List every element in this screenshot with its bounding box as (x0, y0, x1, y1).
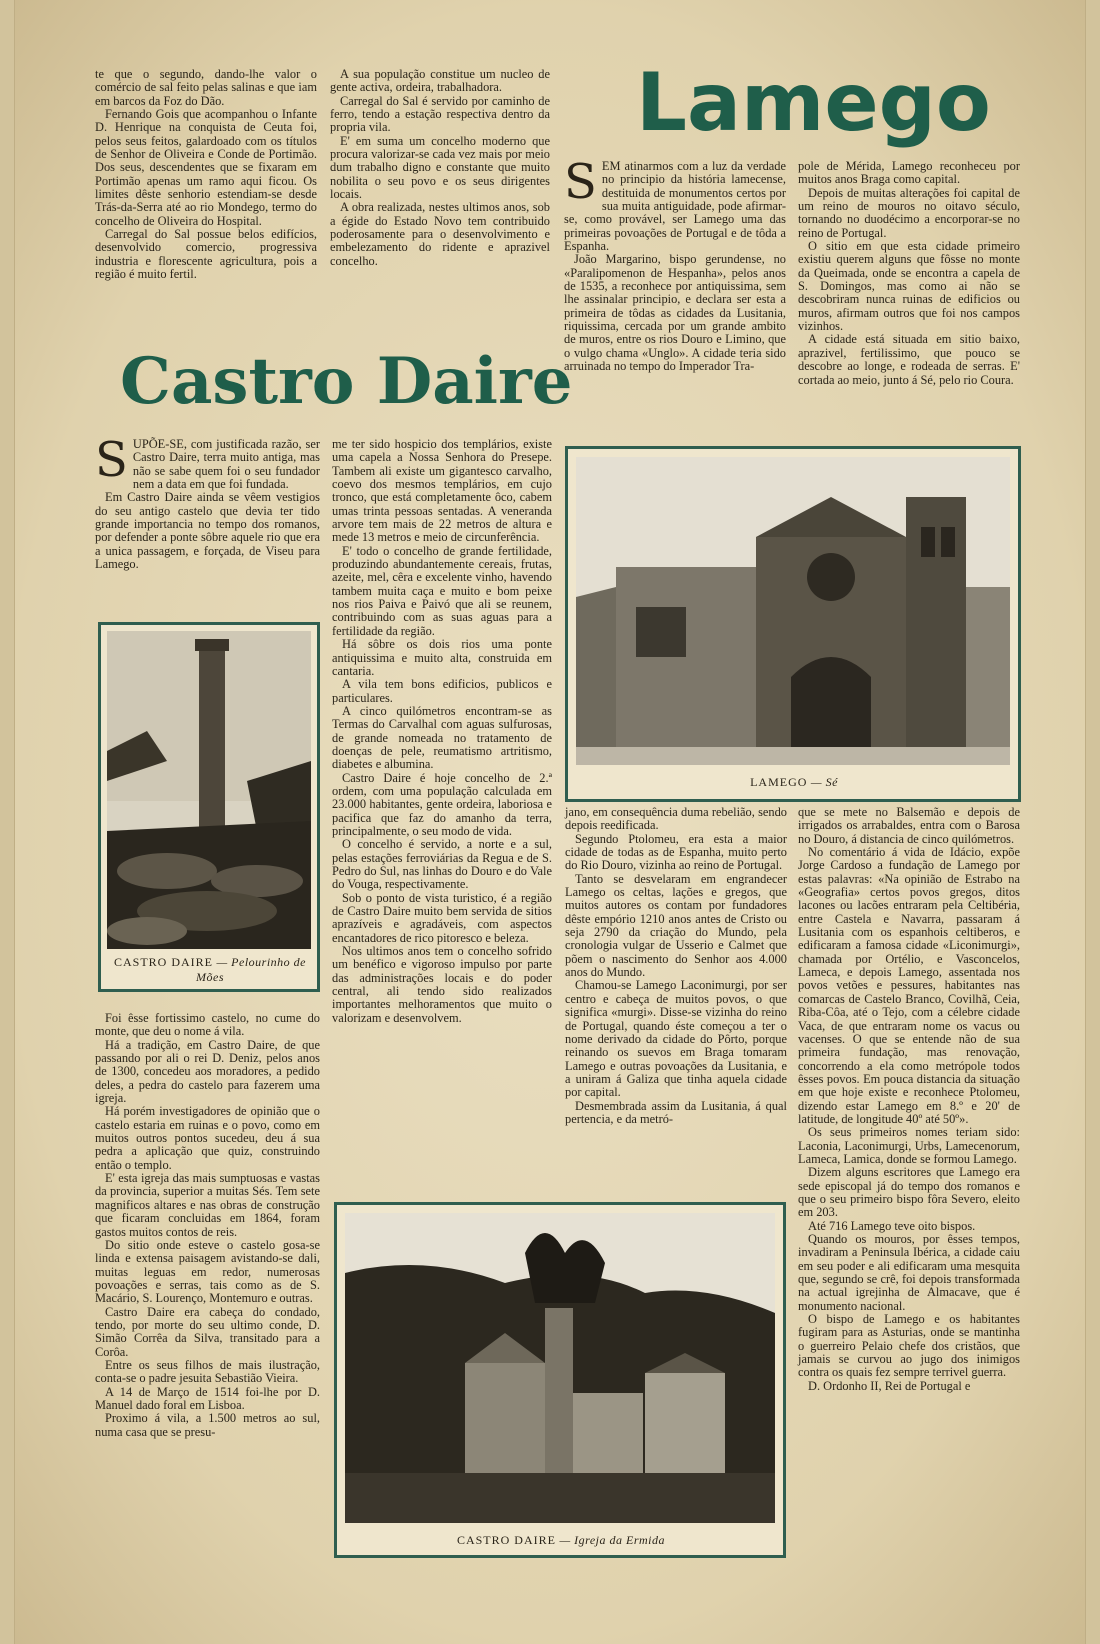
caption-place: LAMEGO (750, 775, 808, 789)
caption-place: CASTRO DAIRE (456, 1533, 556, 1547)
caption-place: CASTRO DAIRE (113, 955, 213, 969)
caption-text: — Igreja da Ermida (555, 1533, 666, 1547)
lamego-title: Lamego (636, 56, 991, 149)
paragraph: Entre os seus filhos de mais ilustração, conta-se o padre jesuita Sebastião Vieira. (95, 1357, 320, 1386)
lamego-column-3 (565, 806, 787, 1126)
paragraph: Em Castro Daire ainda se vêem vestigios do seu antigo castelo que devia ter tido grande importancia no tempo dos romanos, por defender a ponte sôbre aquele rio que era a unica passagem, e forçada, de Viseu para Lamego. (95, 490, 320, 572)
paragraph: E' em suma um concelho moderno que procura valorizar-se cada vez mais por meio dum trabalho digno e constante que muito nobilita o seu povo e os seus dirigentes locais. (330, 133, 550, 202)
ermida-photo (345, 1213, 775, 1523)
drop-cap: S (95, 432, 128, 488)
top-article-column-1 (95, 68, 317, 282)
paragraph: A cidade está situada em sitio baixo, aprazivel, fertilissimo, que pouco se descobre ao longe, e rodeada de serras. E' cortada ao meio, junto á Sé, pelo rio Coura. (798, 332, 1020, 387)
castro-daire-title: Castro Daire (120, 344, 573, 419)
paragraph: Segundo Ptolomeu, era esta a maior cidade de todas as de Espanha, muito perto do Rio Douro, vizinha ao reino de Portugal. (565, 831, 787, 873)
paragraph-text: UPÕE-SE, com justificada razão, ser Castro Daire, terra muito antiga, mas não se sabe quem foi o seu fundador nem a data em que foi fundada. (132, 437, 320, 492)
castro-column-2 (332, 438, 552, 1025)
paragraph: Há a tradição, em Castro Daire, de que passando por ali o rei D. Deniz, pelos anos de 1300, concedeu aos moradores, a pedido deles, a pedra do castelo para fazerem uma igreja. (95, 1037, 320, 1106)
lamego-se-photo-frame (565, 446, 1021, 802)
paragraph (564, 154, 786, 254)
paragraph: Desmembrada assim da Lusitania, á qual pertencia, e da metró- (565, 1098, 787, 1126)
lamego-se-photo (576, 457, 1010, 765)
page-edge-right (1085, 0, 1100, 1644)
paragraph: A obra realizada, nestes ultimos anos, sob a égide do Estado Novo tem contribuido poderosamente para o desenvolvimento e embelezamento do ridente e aprazivel concelho. (330, 200, 550, 268)
paragraph: No comentário á vida de Idácio, expõe Jorge Cardoso a fundação de Lamego por estas palavras: «Na opinião de Estrabo na «Geografia» certos povos gregos, ditos lacones ou lacões entraram pela Celtibéria, entre Castela e Navarra, passaram á Lusitania com os espanhois celtiberos, e edificaram a famosa cidade «Liconimurgi», chamada por Ortélio, e Vasconcelos, Lameca, e depois Lamego, assentada nos povos vetões e pessures, habitantes nas comarcas de Castelo Branco, Covilhã, Ceia, Riba-Côa, até o Tejo, com a célebre cidade Vaca, de que entraram nome os vacus ou vacenses. O que se entende não de sua primeira fundação, mas renovação, concorrendo a ela como metrópole todos êsses povos. Em pouca distancia da situação em que hoje existe e reconhece Ptolomeu, dizendo estar Lamego em 8.º e 20' de latitude, de longitude 40º até 50º». (798, 845, 1020, 1126)
pelourinho-photo (107, 631, 311, 949)
paragraph: João Margarino, bispo gerundense, no «Paralipomenon de Hespanha», pelos anos de 1535, a reconhece por antiquissima, sem lhe assinalar principio, e declara ser esta a primeira de tôdas as cidades da Lusitania, riquissima, cercada por um grande ambito de muros, entre os rios Douro e Limino, que o vulgo chama «Unglo». A cidade teria sido arruinada no tempo do Imperador Tra- (564, 252, 786, 374)
caption-text: — Sé (807, 775, 838, 789)
paragraph: Castro Daire era cabeça do condado, tendo, por morte do seu ultimo conde, D. Simão Corrêa da Silva, transitado para a Corôa. (95, 1304, 320, 1359)
paragraph: A 14 de Março de 1514 foi-lhe por D. Manuel dado foral em Lisboa. (95, 1384, 320, 1412)
paragraph: Do sitio onde esteve o castelo gosa-se linda e extensa paisagem avistando-se dali, muitas leguas em redor, numerosas povoações e serras, tais como as de S. Macário, S. Lourenço, Montemuro e outras. (95, 1237, 320, 1306)
castro-column-1-top (95, 432, 320, 572)
drop-cap: S (564, 154, 597, 210)
paragraph: O bispo de Lamego e os habitantes fugiram para as Asturias, onde se mantinha o guerreiro Pelaio chefe dos cristãos, que jamais se curvou ao jugo dos inimigos contra os quais fez sempre terrivel guerra. (798, 1312, 1020, 1380)
ermida-caption (341, 1533, 781, 1548)
paragraph: A vila tem bons edificios, publicos e particulares. (332, 677, 552, 705)
paragraph: jano, em consequência duma rebelião, sendo depois reedificada. (565, 805, 787, 833)
paragraph: Proximo á vila, a 1.500 metros ao sul, numa casa que se presu- (95, 1411, 320, 1439)
paragraph: pole de Mérida, Lamego reconheceu por muitos anos Braga como capital. (798, 159, 1020, 187)
paragraph: me ter sido hospicio dos templários, existe uma capela a Nossa Senhora do Presepe. Tambem ali existe um gigantesco carvalho, coevo dos mesmos templários, em cujo tronco, que está completamente ôco, cabem umas trinta pessoas sentadas. A veneranda arvore tem mais de 22 metros de altura e mede 13 metros e meio de circunferência. (332, 437, 552, 545)
caption-text: — Pelourinho de Mões (196, 955, 306, 984)
paragraph: Quando os mouros, por êsses tempos, invadiram a Peninsula Ibérica, a cidade caiu em seu poder e ali edificaram uma mesquita que, segundo se crê, foi depois transformada na actual igrejinha de Almacave, que é monumento nacional. (798, 1232, 1020, 1313)
paragraph: Depois de muitas alterações foi capital de um reino de mouros no oitavo século, tornando no duodécimo a encorporar-se no reino de Portugal. (798, 185, 1020, 240)
paragraph: D. Ordonho II, Rei de Portugal e (808, 1378, 971, 1393)
lamego-column-4 (798, 806, 1020, 1393)
pelourinho-photo-frame (98, 622, 320, 992)
paragraph: Carregal do Sal é servido por caminho de ferro, tendo a estação respectiva dentro da propria vila. (330, 93, 550, 135)
paragraph: Castro Daire é hoje concelho de 2.ª ordem, com uma população calculada em 23.000 habitantes, gente ordeira, laboriosa e pacifica que faz do amanho da terra, principalmente, o seu modo de vida. (332, 770, 552, 838)
paragraph: Nos ultimos anos tem o concelho sofrido um benéfico e vigoroso impulso por parte das administrações locais e do poder central, ali tendo sido realizados importantes melhoramentos que muito o valorizam e desenvolvem. (332, 944, 552, 1025)
pelourinho-caption (105, 955, 315, 985)
paragraph-text: EM atinarmos com a luz da verdade no principio da história lamecense, destituida de monumentos certos por sua muita antiguidade, pode afirmar-se, como provável, ser Lamego uma das primeiras povoações de Portugal e de tôda a Espanha. (564, 159, 786, 254)
paragraph: Até 716 Lamego teve oito bispos. (808, 1218, 976, 1233)
paragraph: Tanto se desvelaram em engrandecer Lamego os celtas, lações e gregos, que muitos autores os contam por fundadores dêste empório 1210 anos antes de Cristo ou seja 2790 da criação do Mundo, pela cronologia vulgar de Usserio e Calmet que põem o nascimento do Senhor aos 4.000 anos do Mundo. (565, 871, 787, 980)
paragraph: E' todo o concelho de grande fertilidade, produzindo abundantemente cereais, frutas, azeite, mel, cêra e excelente vinho, havendo tambem muita caça e muito e bom peixe nos rios Paiva e Paivó que ali se reunem, contribuindo com as suas aguas para a fertilidade da região. (332, 543, 552, 638)
paragraph: te que o segundo, dando-lhe valor o comércio de sal feito pelas salinas e que iam em barcos da Foz do Dão. (95, 67, 317, 108)
paragraph: Foi êsse fortissimo castelo, no cume do monte, que deu o nome á vila. (95, 1011, 320, 1039)
paragraph: O sitio em que esta cidade primeiro existiu querem alguns que fôsse no monte da Queimada, onde se encontra a capela de S. Domingos, mas como ai não se descobriram nunca ruinas de edificios ou muros, afirmam outros que foi nos campos vizinhos. (798, 239, 1020, 334)
paragraph: O concelho é servido, a norte e a sul, pelas estações ferroviárias da Regua e de S. Pedro do Sul, nas linhas do Douro e do Vale do Vouga, respectivamente. (332, 837, 552, 892)
paragraph: Há porém investigadores de opinião que o castelo estaria em ruinas e o povo, como em muitos outros pontos sucedeu, deu á sua pedra a aplicação que quiz, construindo então o templo. (95, 1104, 320, 1172)
paragraph: que se mete no Balsemão e depois de irrigados os arrabaldes, entra com o Barosa no Douro, á distancia de cinco quilómetros. (798, 805, 1020, 846)
paragraph: Carregal do Sal possue belos edifícios, desenvolvido comercio, progressiva industria e florescente agricultura, pois a região é muito fertil. (95, 227, 317, 282)
paragraph: Dizem alguns escritores que Lamego era sede episcopal já do tempo dos romanos e que o seu primeiro bispo fôra Severo, eleito em 203. (798, 1165, 1020, 1220)
lamego-se-caption (572, 775, 1016, 790)
paragraph (95, 432, 320, 492)
lamego-column-2 (798, 160, 1020, 387)
paragraph: Há sôbre os dois rios uma ponte antiquissima e muito alta, construida em cantaria. (332, 637, 552, 678)
paragraph: Fernando Gois que acompanhou o Infante D. Henrique na conquista de Ceuta foi, pelos seus feitos, galardoado com os títulos de Senhor de Oliveira e Conde de Portimão. Dos seus, descendentes que se fixaram em Portimão apenas um ramo aqui ficou. Os limites dêste senhorio estendiam-se desde Trás-da-Serra até ao rio Mondego, termo do concelho de Oliveira do Hospital. (95, 107, 317, 228)
top-article-column-2 (330, 68, 550, 268)
ermida-photo-frame (334, 1202, 786, 1558)
page-edge-left (0, 0, 15, 1644)
castro-column-1-bottom (95, 1012, 320, 1439)
paragraph: Chamou-se Lamego Laconimurgi, por ser centro e cabeça de muitos povos, o que significa «murgi». Disse-se vizinha do reino de Portugal, quando éste começou a ter o nome derivado da cidade do Pôrto, porque reinando os suevos em Braga tomaram Lamego e outras povoações da Lusitania, e a uniram á Galiza que tinha aquela cidade por capital. (565, 978, 787, 1100)
paragraph: Sob o ponto de vista turistico, é a região de Castro Daire muito bem servida de sitios aprazíveis e agradáveis, com aspectos encantadores de rico pitoresco e beleza. (332, 890, 552, 945)
lamego-column-1 (564, 154, 786, 374)
paragraph: A sua população constitue um nucleo de gente activa, ordeira, trabalhadora. (330, 67, 550, 95)
paragraph: E' esta igreja das mais sumptuosas e vastas da provincia, superior a muitas Sés. Tem sete magnificos altares e nas obras de construção que ficaram concluidas em 1864, foram gastos muitos contos de reis. (95, 1171, 320, 1239)
paragraph: Os seus primeiros nomes teriam sido: Laconia, Laconimurgi, Urbs, Lamecenorum, Lameca, Lamica, donde se formou Lamego. (798, 1125, 1020, 1166)
paragraph: A cinco quilómetros encontram-se as Termas do Carvalhal com aguas sulfurosas, de grande nomeada no tratamento de doenças de pele, reumatismo artritismo, diabetes e albumina. (332, 703, 552, 772)
